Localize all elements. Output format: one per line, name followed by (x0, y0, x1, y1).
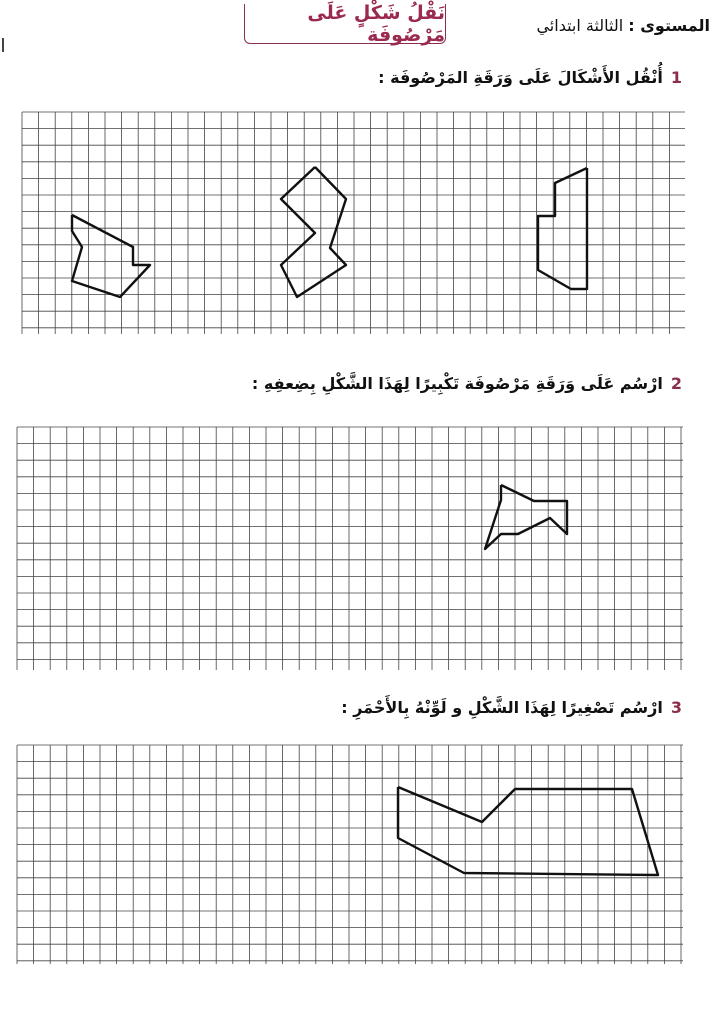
grid-2 (17, 427, 683, 670)
level-label-key: المستوى : (628, 16, 710, 35)
level-label-value: الثالثة ابتدائي (536, 16, 624, 35)
exercise-2-text: ارْسُم عَلَى وَرَقَةِ مَرْصُوفَة تَكْبِيرًا لِهَذَا الشَّكْلِ بِضِعفِهِ : (251, 374, 663, 393)
exercise-1-number: 1 (670, 68, 682, 87)
page-title: نَقْلُ شَكْلٍ عَلَى مَرْصُوفَة (307, 1, 445, 46)
exercise-3-text: ارْسُم تَصْغِيرًا لِهَذَا الشَّكْلِ و لَوِّنْهُ بِالأَحْمَرِ : (341, 698, 663, 717)
shape-3 (398, 787, 658, 875)
shape-2 (485, 485, 567, 549)
grid-3 (17, 745, 683, 964)
grid-1 (22, 112, 685, 334)
exercise-1-text: أُنْقُل الأَشْكَالَ عَلَى وَرَقَةِ المَرْصُوفَة : (378, 68, 663, 87)
exercise-3-number: 3 (670, 698, 682, 717)
exercise-2-number: 2 (670, 374, 682, 393)
shape-1b (281, 167, 346, 297)
